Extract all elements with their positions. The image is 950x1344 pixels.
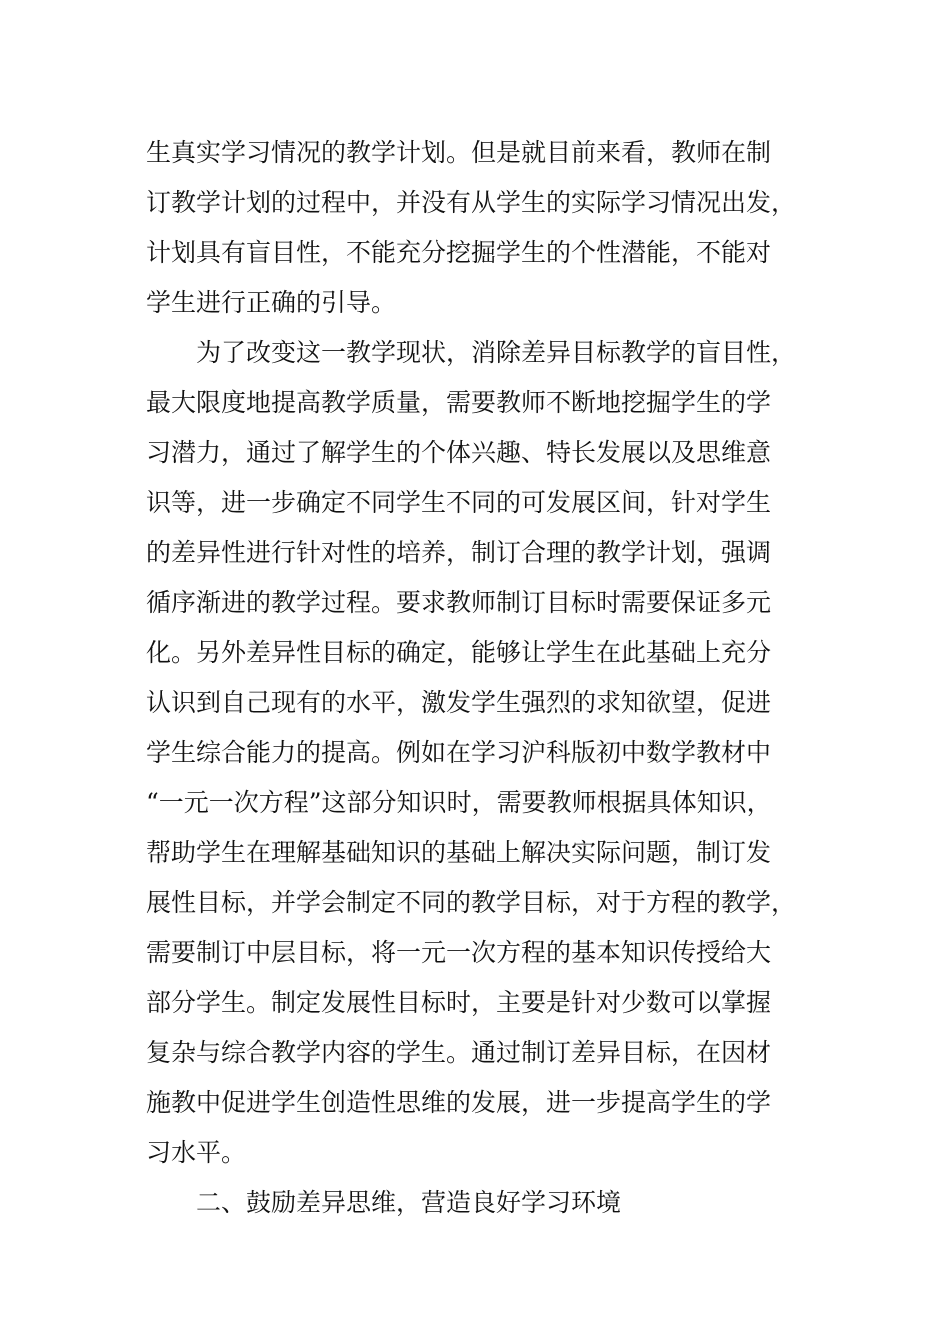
text-line: 认识到自己现有的水平，激发学生强烈的求知欲望，促进 <box>146 688 772 717</box>
text-line: 施教中促进学生创造性思维的发展，进一步提高学生的学 <box>146 1088 772 1117</box>
text-line: 化。另外差异性目标的确定，能够让学生在此基础上充分 <box>146 638 772 667</box>
text-line: 部分学生。制定发展性目标时，主要是针对少数可以掌握 <box>146 988 772 1017</box>
text-line: 生真实学习情况的教学计划。但是就目前来看，教师在制 <box>146 138 772 167</box>
text-line: 的差异性进行针对性的培养，制订合理的教学计划，强调 <box>146 538 772 567</box>
text-line: 订教学计划的过程中，并没有从学生的实际学习情况出发， <box>146 188 797 217</box>
heading-line: 二、鼓励差异思维，营造良好学习环境 <box>196 1188 622 1217</box>
text-line: “一元一次方程”这部分知识时，需要教师根据具体知识， <box>146 788 772 817</box>
text-line: 需要制订中层目标，将一元一次方程的基本知识传授给大 <box>146 938 772 967</box>
document-body <box>146 128 806 1228</box>
text-line: 学生进行正确的引导。 <box>146 288 397 317</box>
text-line: 识等，进一步确定不同学生不同的可发展区间，针对学生 <box>146 488 772 517</box>
paragraph-1 <box>146 128 806 328</box>
text-line: 循序渐进的教学过程。要求教师制订目标时需要保证多元 <box>146 588 772 617</box>
text-line: 习潜力，通过了解学生的个体兴趣、特长发展以及思维意 <box>146 438 772 467</box>
text-line: 计划具有盲目性，不能充分挖掘学生的个性潜能，不能对 <box>146 238 772 267</box>
paragraph-2 <box>146 328 806 1178</box>
text-line: 展性目标，并学会制定不同的教学目标，对于方程的教学， <box>146 888 797 917</box>
text-line: 复杂与综合教学内容的学生。通过制订差异目标，在因材 <box>146 1038 772 1067</box>
text-line: 最大限度地提高教学质量，需要教师不断地挖掘学生的学 <box>146 388 772 417</box>
text-line: 帮助学生在理解基础知识的基础上解决实际问题，制订发 <box>146 838 772 867</box>
section-heading <box>146 1178 806 1228</box>
text-line: 习水平。 <box>146 1138 247 1167</box>
text-line: 学生综合能力的提高。例如在学习沪科版初中数学教材中 <box>146 738 772 767</box>
text-line: 为了改变这一教学现状，消除差异目标教学的盲目性， <box>196 338 797 367</box>
